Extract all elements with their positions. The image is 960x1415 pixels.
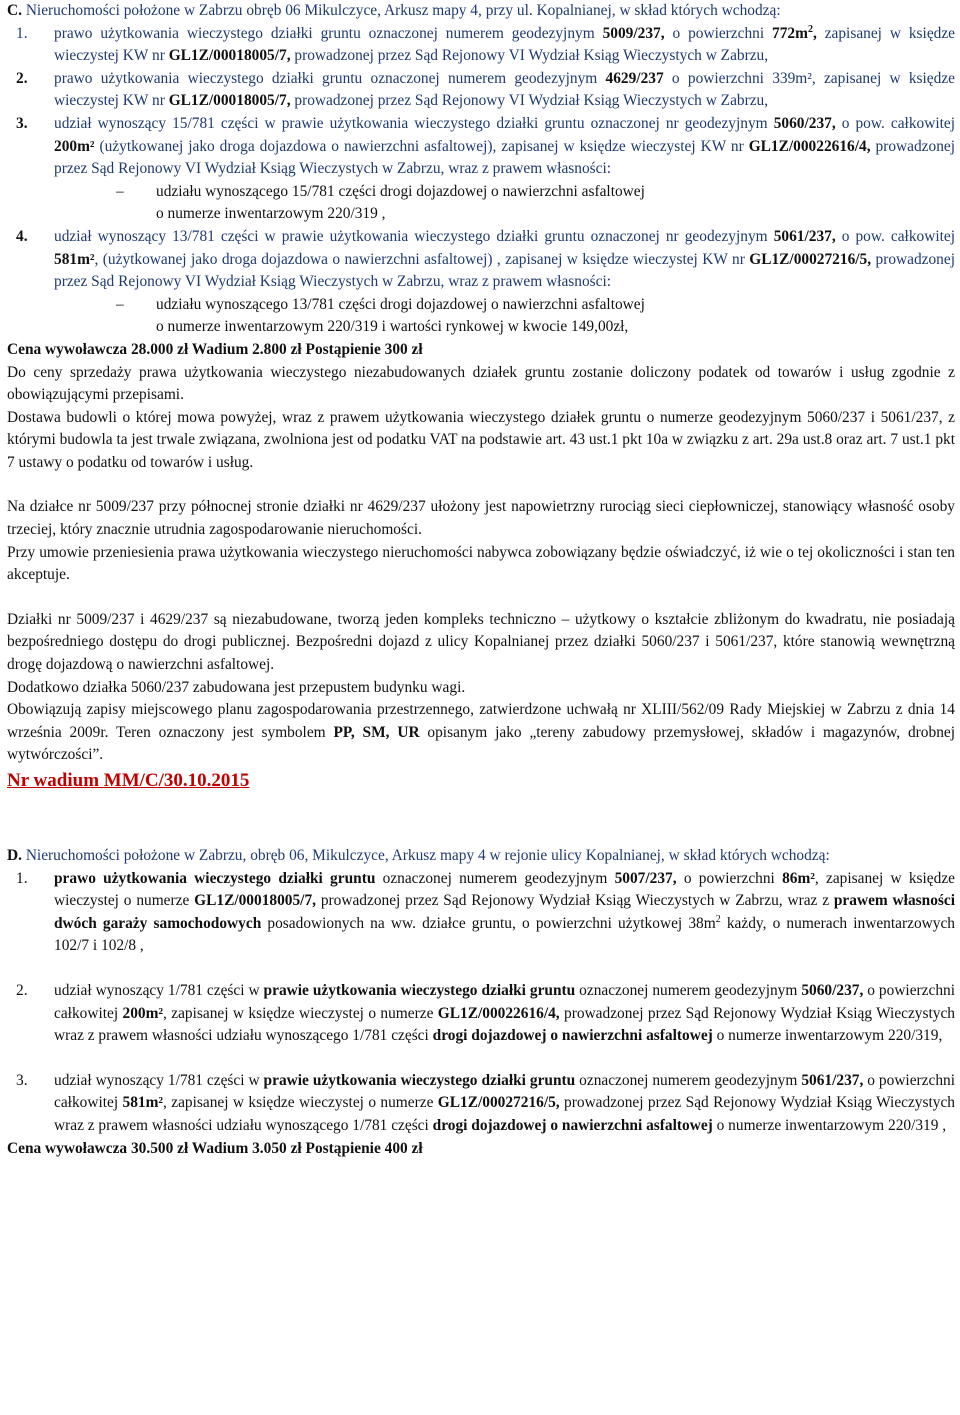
section-c-item-3: 3. udział wynoszący 15/781 części w prawie użytkowania wieczystego działki gruntu oznaczonej nr geodezyjnym 5060/237, o pow. całkowitej 200m² (użytkowanej jako droga dojazdowa o nawierzchni asfaltowej), zapisanej w księdze wieczystej KW nr GL1Z/00022616/4, prowadzonej przez Sąd Rejonowy VI Wydział Ksiąg Wieczystych w Zabrzu, wraz z prawem własności: <box>16 114 955 178</box>
section-d-letter: D. <box>7 847 22 864</box>
section-c-item-3-subitem: – udziału wynoszącego 15/781 części drogi dojazdowej o nawierzchni asfaltowej <box>116 182 645 200</box>
section-c-item-4-subitem-cont: o numerze inwentarzowym 220/319 i wartości rynkowej w kwocie 149,00zł, <box>156 318 629 336</box>
section-d-price: Cena wywoławcza 30.500 zł Wadium 3.050 zł Postąpienie 400 zł <box>7 1139 423 1157</box>
section-c-vat-exemption: Dostawa budowli o której mowa powyżej, wraz z prawem użytkowania wieczystego działek gruntu o numerze geodezyjnym 5060/237 i 5061/237, z którymi budowla ta jest trwale związana, zwolniona jest od podatku VAT na podstawie art. 43 ust.1 pkt 10a w związku z art. 29a ust.8 oraz art. 7 ust.1 pkt 7 ustawy o podatku od towarów i usług. <box>7 408 955 471</box>
section-c-letter: C. <box>7 2 22 19</box>
section-c-wadium-number: Nr wadium MM/C/30.10.2015 <box>7 770 250 791</box>
section-c-intro: C. Nieruchomości położone w Zabrzu obręb 06 Mikulczyce, Arkusz mapy 4, przy ul. Kopalnianej, w skład których wchodzą: <box>7 2 781 19</box>
section-c-pipeline-note: Na działce nr 5009/237 przy północnej stronie działki nr 4629/237 ułożony jest napowietrzny rurociąg sieci ciepłowniczej, stanowiący własność osoby trzeciej, który znacznie utrudnia zagospodarowanie nieruchomości. <box>7 498 955 539</box>
section-d-intro: D. Nieruchomości położone w Zabrzu, obręb 06, Mikulczyce, Arkusz mapy 4 w rejonie ulicy Kopalnianej, w skład których wchodzą: <box>7 847 830 864</box>
section-d-item-3: 3. udział wynoszący 1/781 części w prawie użytkowania wieczystego działki gruntu oznaczonej numerem geodezyjnym 5061/237, o powierzchni całkowitej 581m², zapisanej w księdze wieczystej o numerze GL1Z/00027216/5, prowadzonej przez Sąd Rejonowy Wydział Ksiąg Wieczystych wraz z prawem własności udziału wynoszącego 1/781 części drogi dojazdowej o nawierzchni asfaltowej o numerze inwentarzowym 220/319 , <box>16 1071 955 1134</box>
section-c-price: Cena wywoławcza 28.000 zł Wadium 2.800 zł Postąpienie 300 zł <box>7 340 423 358</box>
section-c-plots-description: Działki nr 5009/237 i 4629/237 są niezabudowane, tworzą jeden kompleks techniczno – użytkowy o kształcie zbliżonym do kwadratu, nie posiadają bezpośredniego dostępu do drogi publicznej. Bezpośredni dojazd z ulicy Kopalnianej przez działki 5060/237 i 5061/237, które stanowią wewnętrzną drogę dojazdową o nawierzchni asfaltowej. <box>7 610 955 674</box>
section-c-item-2: 2. prawo użytkowania wieczystego działki gruntu oznaczonej numerem geodezyjnym 4629/237 o powierzchni 339m², zapisanej w księdze wieczystej KW nr GL1Z/00018005/7, prowadzonej przez Sąd Rejonowy VI Wydział Ksiąg Wieczystych w Zabrzu, <box>16 69 955 110</box>
section-d-item-2: 2. udział wynoszący 1/781 części w prawie użytkowania wieczystego działki gruntu oznaczonej numerem geodezyjnym 5060/237, o powierzchni całkowitej 200m², zapisanej w księdze wieczystej o numerze GL1Z/00022616/4, prowadzonej przez Sąd Rejonowy Wydział Ksiąg Wieczystych wraz z prawem własności udziału wynoszącego 1/781 części drogi dojazdowej o nawierzchni asfaltowej o numerze inwentarzowym 220/319, <box>16 981 955 1045</box>
section-d-item-1: 1. prawo użytkowania wieczystego działki gruntu oznaczonej numerem geodezyjnym 5007/237, o powierzchni 86m², zapisanej w księdze wieczystej o numerze GL1Z/00018005/7, prowadzonej przez Sąd Rejonowy Wydział Ksiąg Wieczystych w Zabrzu, wraz z prawem własności dwóch garaży samochodowych posadowionych na ww. działce gruntu, o powierzchni użytkowej $38m^2$ każdy, o numerach inwentarzowych 102/7 i 102/8 , <box>16 869 955 955</box>
section-c-item-3-subitem-cont: o numerze inwentarzowym 220/319 , <box>156 205 386 223</box>
section-c-zoning-plan: Obowiązują zapisy miejscowego planu zagospodarowania przestrzennego, zatwierdzone uchwałą nr XLIII/562/09 Rady Miejskiej w Zabrzu z dnia 14 września 2009r. Teren oznaczony jest symbolem PP, SM, UR opisanym jako „tereny zabudowy przemysłowej, składów i magazynów, drobnej wytwórczości”. <box>7 701 956 764</box>
section-c-item-4-subitem: – udziału wynoszącego 13/781 części drogi dojazdowej o nawierzchni asfaltowej <box>116 295 645 313</box>
section-c-item-1: 1. prawo użytkowania wieczystego działki gruntu oznaczonej numerem geodezyjnym 5009/237, o powierzchni $772m^2$, zapisanej w księdze wieczystej KW nr GL1Z/00018005/7, prowadzonej przez Sąd Rejonowy VI Wydział Ksiąg Wieczystych w Zabrzu, <box>16 23 956 65</box>
section-c-item-4: 4. udział wynoszący 13/781 części w prawie użytkowania wieczystego działki gruntu oznaczonej nr geodezyjnym 5061/237, o pow. całkowitej 581m², (użytkowanej jako droga dojazdowa o nawierzchni asfaltowej) , zapisanej w księdze wieczystej KW nr GL1Z/00027216/5, prowadzonej przez Sąd Rejonowy VI Wydział Ksiąg Wieczystych w Zabrzu, wraz z prawem własności: <box>16 227 955 291</box>
section-c-extra-note: Dodatkowo działka 5060/237 zabudowana jest przepustem budynku wagi. <box>7 678 466 696</box>
section-c-buyer-statement: Przy umowie przeniesienia prawa użytkowania wieczystego nieruchomości nabywca zobowiązany będzie oświadczyć, iż wie o tej okoliczności i stan ten akceptuje. <box>7 543 955 584</box>
section-c-vat-note: Do ceny sprzedaży prawa użytkowania wieczystego niezabudowanych działek gruntu zostanie doliczony podatek od towarów i usług zgodnie z obowiązującymi przepisami. <box>7 363 955 404</box>
